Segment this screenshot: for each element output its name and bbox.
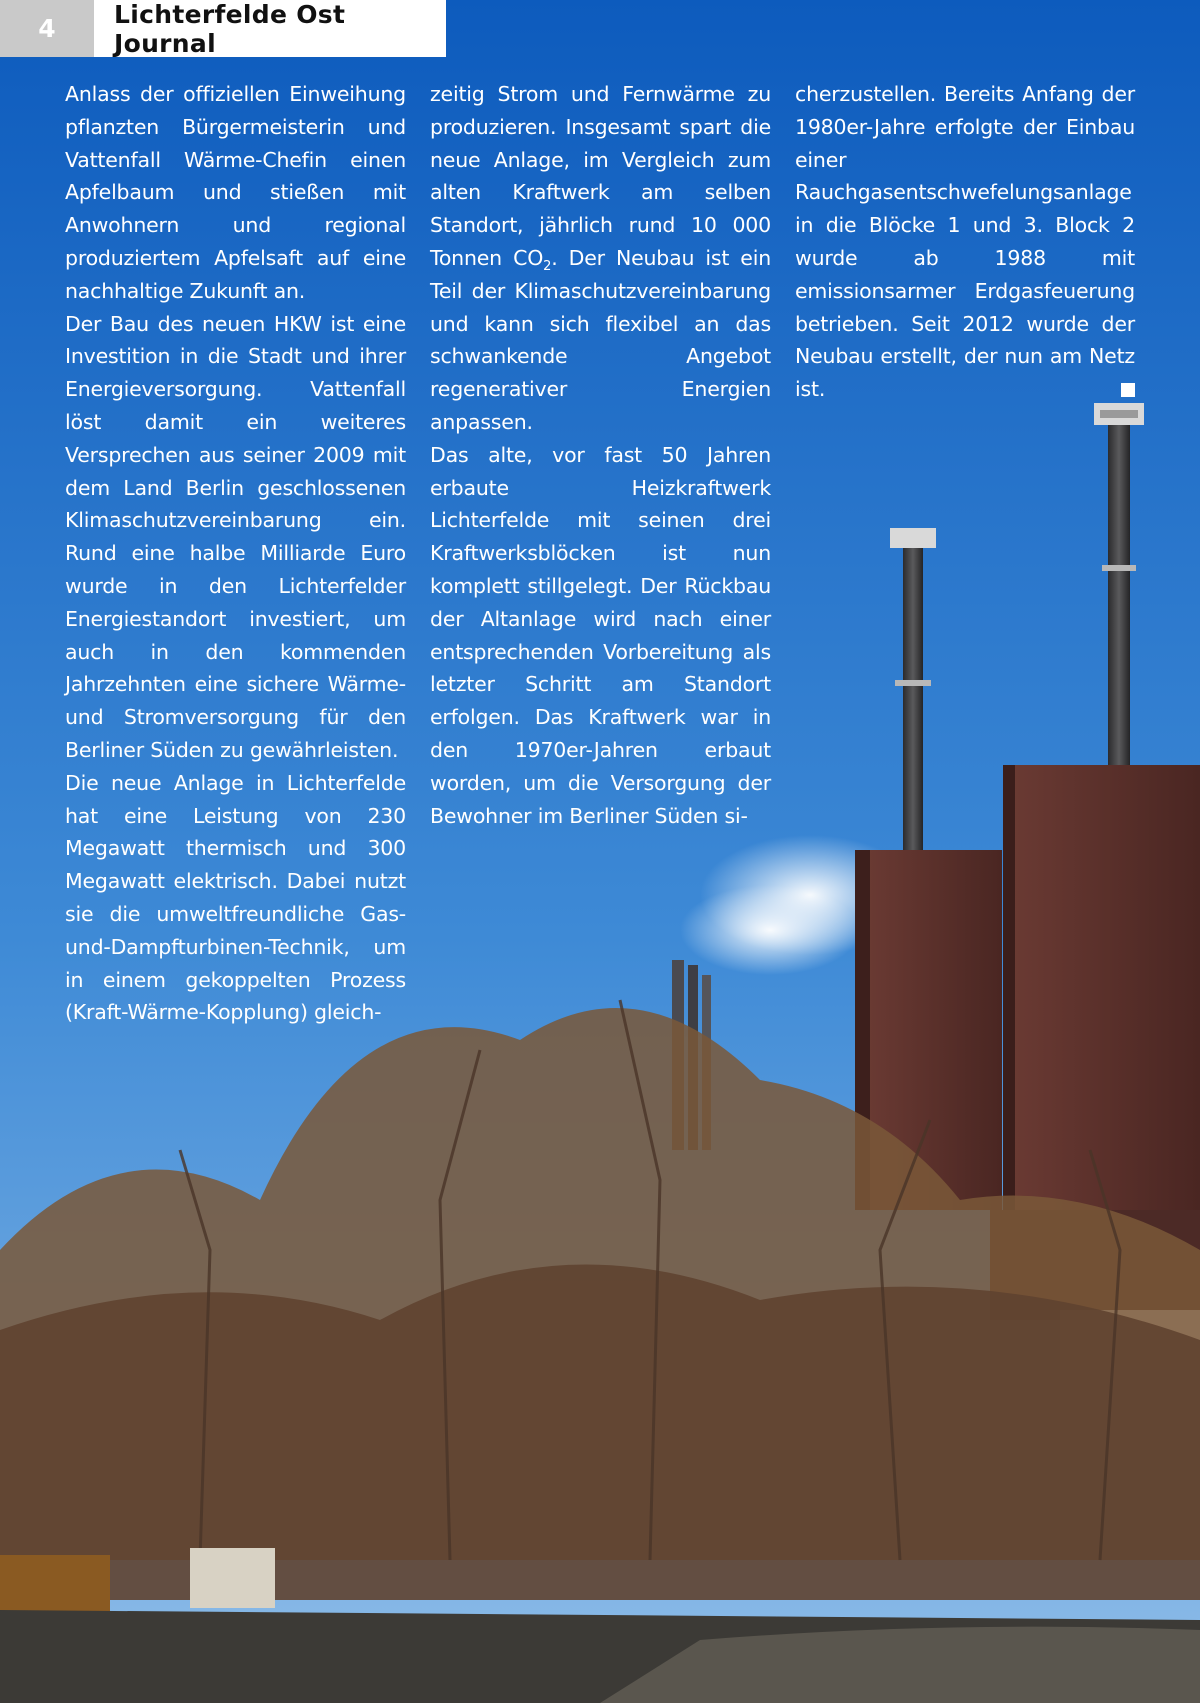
text-run: cherzustellen. Bereits Anfang der 1980er-Jahre erfolgte der Einbau einer Rauchgasentschwefelungsanlage in die Blöcke 1 und 3. Block 2 wurde ab 1988 mit emissionsarmer Erdgasfeuerung betrieben. Seit 2012 wurde der Neubau erstellt, der nun am Netz ist.: [795, 82, 1135, 402]
page-header: [0, 0, 446, 57]
journal-title: Lichterfelde Ost Journal: [94, 0, 446, 57]
paragraph: [430, 78, 771, 439]
chimney-right: [1108, 420, 1130, 780]
boiler-building-right: [1012, 765, 1200, 1225]
paragraph: Das alte, vor fast 50 Jahren erbaute Heizkraftwerk Lichterfelde mit seinen drei Kraftwerksblöcken ist nun komplett stillgelegt. Der Rückbau der Altanlage wird nach einer entsprechenden Vorbereitung als letzter Schritt am Standort erfolgen. Das Kraftwerk war in den 1970er-Jahren erbaut worden, um die Versorgung der Bewohner im Berliner Süden si-: [430, 442, 771, 828]
article-column-1: [65, 78, 406, 1029]
page-number: 4: [0, 0, 94, 57]
paragraph: Anlass der offiziellen Einweihung pflanzten Bürgermeisterin und Vattenfall Wärme-Chefin einen Apfelbaum und stießen mit Anwohnern und regional produziertem Apfelsaft auf eine nachhaltige Zukunft an.: [65, 82, 406, 303]
paragraph: [795, 78, 1135, 406]
paragraph: Der Bau des neuen HKW ist eine Investition in die Stadt und ihrer Energieversorgung. Vattenfall löst damit ein weiteres Versprechen aus seiner 2009 mit dem Land Berlin geschlossenen Klimaschutzvereinbarung ein. Rund eine halbe Milliarde Euro wurde in den Lichterfelder Energiestandort investiert, um auch in den kommenden Jahrzehnten eine sichere Wärme- und Stromversorgung für den Berliner Süden zu gewährleisten.: [65, 311, 406, 762]
text-run: . Der Neubau ist ein Teil der Klimaschutzvereinbarung und kann sich flexibel an das schwankende Angebot regenerativer Energien anpassen.: [430, 245, 771, 434]
subscript: 2: [543, 259, 552, 275]
chimney-left: [903, 545, 923, 865]
paragraph: Die neue Anlage in Lichterfelde hat eine Leistung von 230 Megawatt thermisch und 300 Megawatt elektrisch. Dabei nutzt sie die umweltfreundliche Gas-und-Dampfturbinen-Technik, um in einem gekoppelten Prozess (Kraft-Wärme-Kopplung) gleich-: [65, 770, 406, 1025]
article-column-3: [795, 78, 1135, 406]
text-run: zeitig Strom und Fernwärme zu produzieren. Insgesamt spart die neue Anlage, im Vergleich zum alten Kraftwerk am selben Standort, jährlich rund 10 000 Tonnen CO: [430, 82, 771, 270]
article-column-2: [430, 78, 771, 832]
site-container: [0, 1555, 110, 1615]
end-of-article-icon: [1121, 383, 1135, 397]
